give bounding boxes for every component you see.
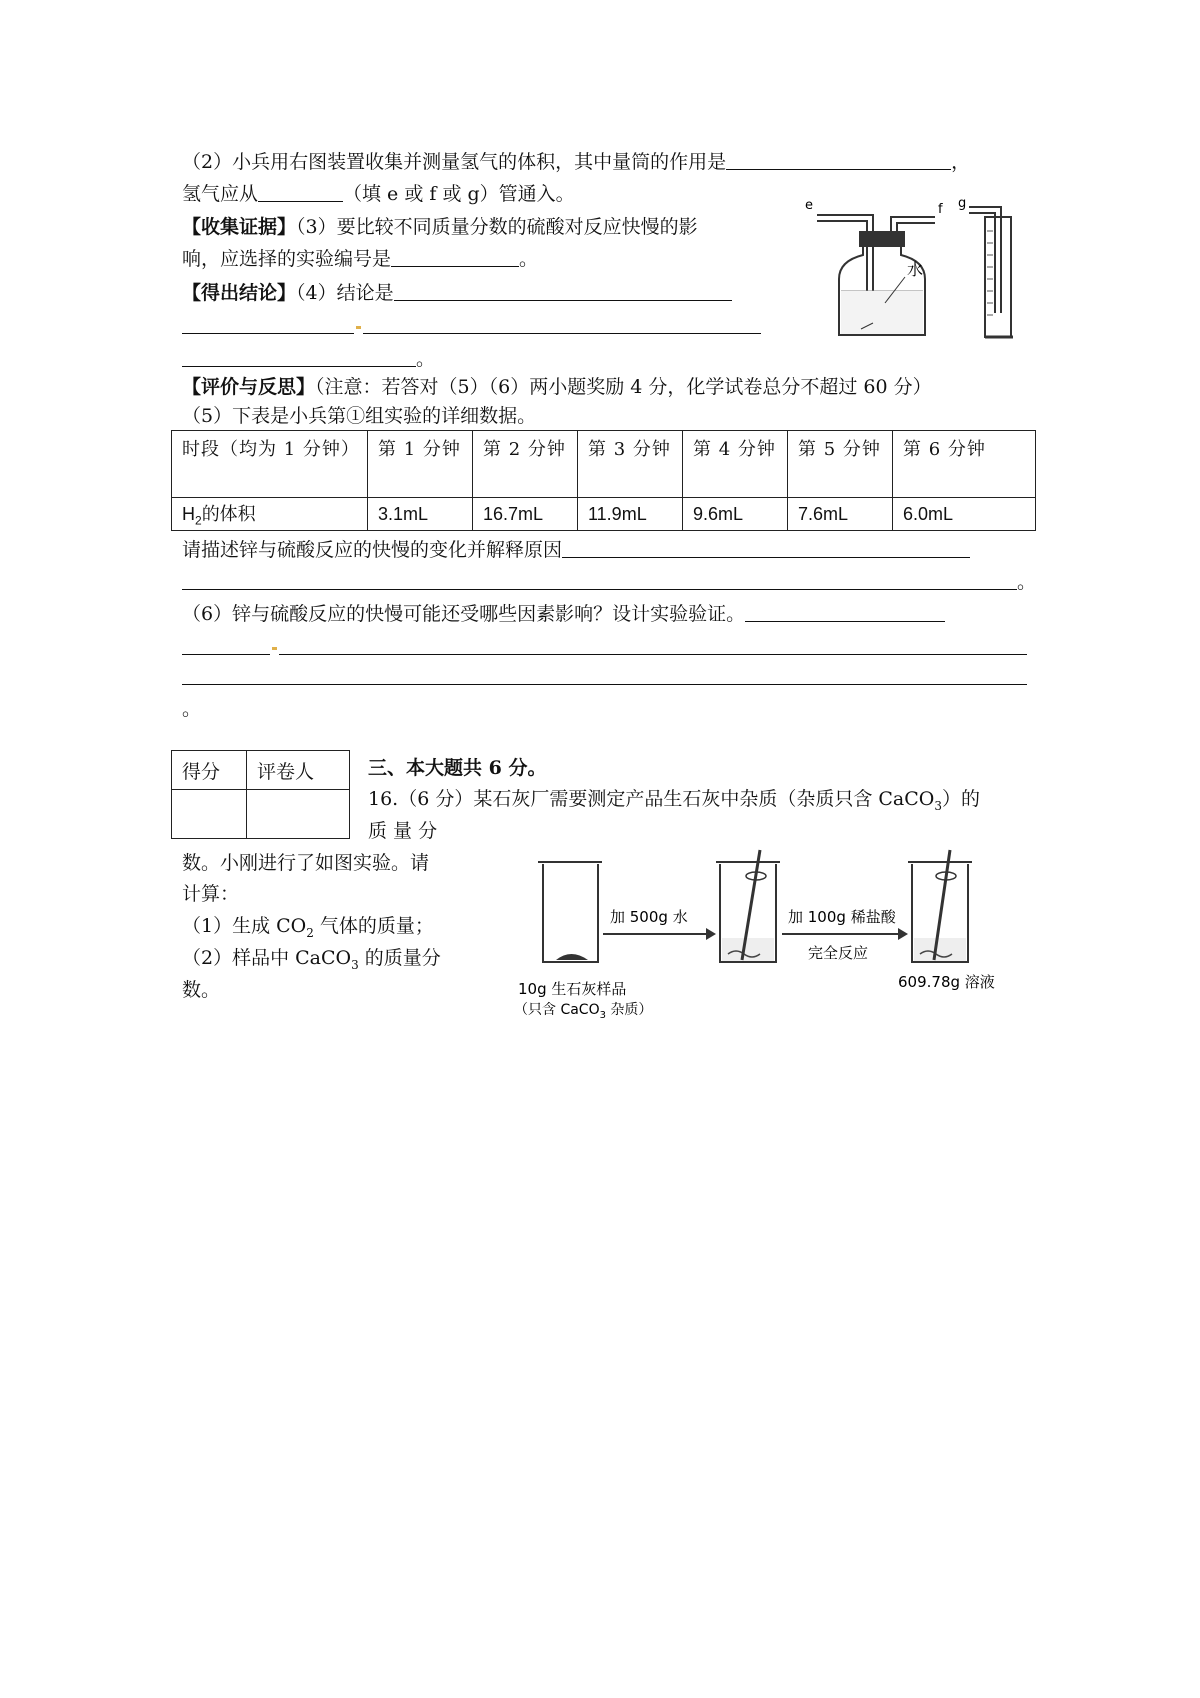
table-cell: 3.1mL — [368, 498, 473, 531]
answer-blank[interactable] — [182, 569, 1017, 590]
table-header-row — [172, 431, 1036, 498]
label-g: g — [958, 196, 967, 211]
table-header: 时段（均为 1 分钟） — [172, 431, 368, 498]
q16-line3: 数。小刚进行了如图实验。请 — [182, 852, 430, 874]
experiment-figure — [498, 842, 1018, 1022]
table-header: 第 6 分钟 — [893, 431, 1036, 498]
q3-line2: 响，应选择的实验编号是 。 — [182, 248, 539, 270]
q5-ask-line2: 。 — [182, 568, 1036, 596]
answer-blank[interactable] — [726, 149, 951, 170]
score-input[interactable] — [172, 790, 247, 839]
label-f: f — [938, 202, 943, 217]
q6-end: 。 — [182, 698, 202, 720]
answer-blank[interactable] — [182, 346, 416, 367]
q3-line1: 【收集证据】（3）要比较不同质量分数的硫酸对反应快慢的影 — [182, 216, 698, 238]
table-cell: 7.6mL — [788, 498, 893, 531]
q2-line1: （2）小兵用右图装置收集并测量氢气的体积，其中量筒的作用是 ， — [182, 151, 971, 173]
step1-label: 加 500g 水 — [610, 908, 688, 926]
table-header: 第 4 分钟 — [683, 431, 788, 498]
grader-label: 评卷人 — [247, 751, 350, 790]
q5-intro: （5）下表是小兵第①组实验的详细数据。 — [182, 405, 537, 427]
answer-blank[interactable] — [363, 313, 761, 334]
q16-line4: 计算： — [182, 883, 240, 905]
answer-blank[interactable] — [745, 601, 945, 622]
q4-line1: 【得出结论】（4）结论是 — [182, 279, 732, 307]
answer-blank[interactable] — [391, 246, 519, 267]
table-cell: 6.0mL — [893, 498, 1036, 531]
q2-line2: 氢气应从 （填 e 或 f 或 g）管通入。 — [182, 183, 575, 205]
q6-line3 — [182, 663, 1027, 691]
table-row — [172, 498, 1036, 531]
q16-line2: 质 量 分 — [368, 820, 438, 842]
answer-blank[interactable] — [182, 634, 270, 655]
section3-title: 三、本大题共 6 分。 — [368, 757, 547, 779]
mark-dot — [356, 326, 361, 329]
q16-item1: （1）生成 $CO_2$ 气体的质量； — [182, 915, 434, 940]
reflection-note: 【评价与反思】（注意：若答对（5）（6）两小题奖励 4 分，化学试卷总分不超过 60 分） — [182, 376, 932, 398]
q6-line1: （6）锌与硫酸反应的快慢可能还受哪些因素影响？设计实验验证。 — [182, 600, 945, 628]
table-cell: 11.9mL — [578, 498, 683, 531]
q4-line2 — [182, 312, 761, 340]
answer-blank[interactable] — [394, 280, 732, 301]
q16-item2-end: 数。 — [182, 979, 221, 1001]
q5-ask: 请描述锌与硫酸反应的快慢的变化并解释原因 — [182, 536, 970, 564]
table-header: 第 2 分钟 — [473, 431, 578, 498]
q4-line3: 。 — [182, 345, 435, 373]
sample-label: 10g 生石灰样品 — [518, 980, 627, 998]
answer-blank[interactable] — [279, 634, 1027, 655]
table-header: 第 5 分钟 — [788, 431, 893, 498]
step2-note: 完全反应 — [808, 944, 869, 962]
row-label: $H_2$的体积 — [172, 498, 368, 531]
table-cell: 9.6mL — [683, 498, 788, 531]
data-table — [171, 430, 1036, 531]
answer-blank[interactable] — [258, 181, 343, 202]
mark-dot — [272, 647, 277, 650]
result-label: 609.78g 溶液 — [898, 973, 995, 991]
gas-apparatus-figure — [795, 195, 1030, 345]
table-header: 第 3 分钟 — [578, 431, 683, 498]
q16-item2: （2）样品中 CaCO$_3$ 的质量分 — [182, 947, 441, 972]
answer-blank[interactable] — [182, 664, 1027, 685]
step2-label: 加 100g 稀盐酸 — [788, 908, 896, 926]
q6-line2 — [182, 633, 1027, 661]
table-header: 第 1 分钟 — [368, 431, 473, 498]
answer-blank[interactable] — [562, 537, 970, 558]
answer-blank[interactable] — [182, 313, 354, 334]
grader-input[interactable] — [247, 790, 350, 839]
table-cell: 16.7mL — [473, 498, 578, 531]
score-label: 得分 — [172, 751, 247, 790]
score-box — [171, 750, 350, 839]
label-water: 水 — [907, 260, 924, 279]
q16-line1: 16.（6 分）某石灰厂需要测定产品生石灰中杂质（杂质只含 CaCO$_3$）的 — [368, 788, 981, 813]
label-e: e — [805, 198, 813, 213]
sample-note: （只含 CaCO$_3$ 杂质） — [514, 1002, 653, 1021]
